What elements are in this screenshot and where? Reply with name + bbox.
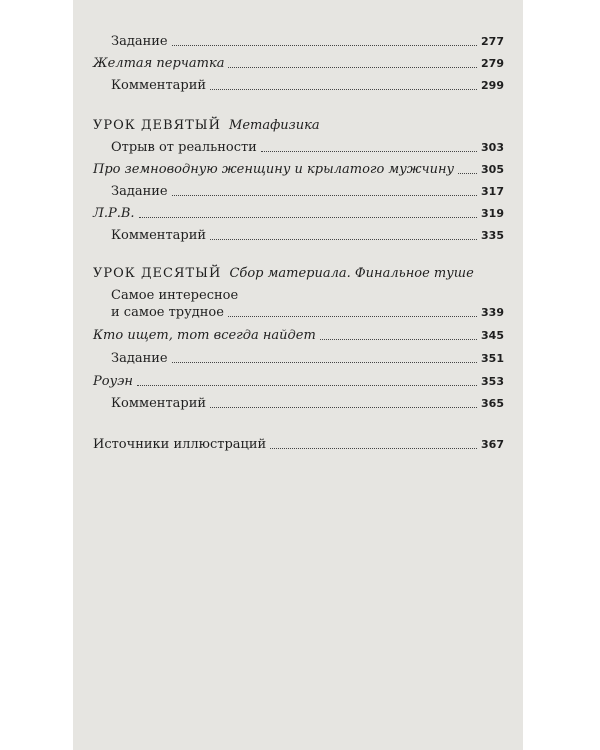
toc-entry-title: Кто ищет, тот всегда найдет	[93, 328, 316, 343]
toc-page-number: 351	[481, 352, 504, 365]
toc-page-number: 299	[481, 79, 504, 92]
book-page	[73, 0, 523, 750]
toc-page-number: 365	[481, 397, 504, 410]
lesson-label: УРОК ДЕВЯТЫЙ	[93, 118, 221, 133]
toc-entry-title: Задание	[111, 351, 168, 366]
toc-entry-title: Отрыв от реальности	[111, 140, 257, 155]
toc-page-number: 339	[481, 306, 504, 319]
leader-dots	[137, 384, 477, 386]
leader-dots	[210, 238, 477, 240]
toc-entry	[111, 228, 504, 244]
toc-page-number: 303	[481, 141, 504, 154]
toc-entry-title: Л.Р.В.	[93, 206, 135, 221]
toc-page-number: 319	[481, 207, 504, 220]
leader-dots	[139, 216, 477, 218]
toc-entry-title: Про земноводную женщину и крылатого мужчину	[93, 162, 455, 177]
leader-dots	[270, 447, 477, 449]
lesson-subtitle: Метафизика	[229, 118, 320, 133]
leader-dots	[320, 338, 477, 340]
toc-entry-title: Задание	[111, 184, 168, 199]
toc-entry-title: Задание	[111, 34, 168, 49]
toc-entry	[93, 206, 504, 222]
toc-entry-title: Комментарий	[111, 78, 207, 93]
leader-dots	[172, 361, 477, 363]
leader-dots	[228, 66, 477, 68]
leader-dots	[210, 88, 477, 90]
leader-dots	[228, 315, 477, 317]
leader-dots	[261, 150, 477, 152]
toc-entry-title: Комментарий	[111, 228, 207, 243]
toc-entry-title: Желтая перчатка	[93, 56, 225, 71]
toc-entry	[111, 78, 504, 94]
toc-page-number: 335	[481, 229, 504, 242]
toc-entry-title: Комментарий	[111, 396, 207, 411]
lesson-heading	[93, 266, 513, 282]
toc-entry	[93, 437, 504, 453]
toc-entry-title: Источники иллюстраций	[93, 437, 267, 452]
toc-entry	[111, 396, 504, 412]
toc-entry	[93, 328, 504, 344]
toc-entry	[93, 374, 504, 390]
toc-entry	[111, 140, 504, 156]
toc-page-number: 317	[481, 185, 504, 198]
toc-entry-title: и самое трудное	[111, 305, 224, 320]
leader-dots	[210, 406, 477, 408]
toc-page-number: 279	[481, 57, 504, 70]
toc-page-number: 345	[481, 329, 504, 342]
toc-page-number: 367	[481, 438, 504, 451]
toc-entry	[93, 162, 504, 178]
lesson-subtitle: Сбор материала. Финальное туше	[229, 266, 474, 281]
toc-entry	[111, 34, 504, 50]
toc-entry	[111, 184, 504, 200]
toc-entry-title-line: Самое интересное	[111, 288, 239, 303]
toc-page-number: 277	[481, 35, 504, 48]
toc-entry	[111, 351, 504, 367]
leader-dots	[458, 172, 477, 174]
toc-page-number: 353	[481, 375, 504, 388]
lesson-label: УРОК ДЕСЯТЫЙ	[93, 266, 222, 281]
leader-dots	[172, 44, 477, 46]
leader-dots	[172, 194, 477, 196]
toc-entry	[93, 56, 504, 72]
toc-page-number: 305	[481, 163, 504, 176]
lesson-heading	[93, 118, 513, 134]
toc-entry	[111, 305, 504, 321]
toc-entry-title: Роуэн	[93, 374, 133, 389]
